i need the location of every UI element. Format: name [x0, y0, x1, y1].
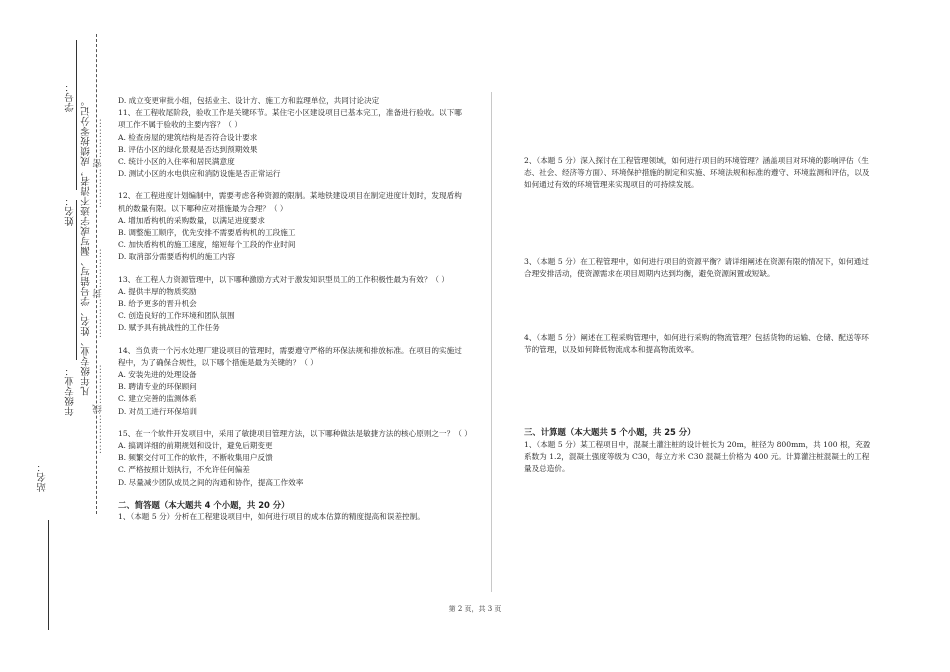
question-11	[118, 107, 468, 180]
question-15	[118, 428, 472, 489]
id-label: 学号：	[65, 82, 76, 112]
name-label: 姓名：	[65, 196, 76, 226]
option-a: A. 增加盾构机的采购数量，以满足进度要求	[118, 215, 265, 225]
short-answer-q2: 2、（本题 5 分）深入探讨在工程管理领域，如何进行项目的环境管理？涵盖项目对环境的影响评估（生态、社会、经济等方面）、环境保护措施的制定和实施、环境法规和标准的遵守、环境监测和评估，以及如何通过有效的环境管理来实现项目的可持续发展。	[524, 156, 870, 190]
option-c: C. 创造良好的工作环境和团队氛围	[118, 311, 235, 321]
option-a: A. 提供丰厚的物质奖励	[118, 286, 197, 296]
option-b: B. 给予更多的晋升机会	[118, 299, 197, 309]
option-c: C. 统计小区的入住率和居民满意度	[118, 157, 235, 167]
calculation-q1: 1、（本题 5 分）某工程项目中，混凝土灌注桩的设计桩长为 20m，桩径为 800mm，共 100 根，充盈系数为 1.2，混凝土强度等级为 C30，每立方米 C30 混凝土价格为 400 元。计算灌注桩混凝土的工程量及总造价。	[524, 439, 871, 474]
option-a: A. 检查房屋的建筑结构是否符合设计要求	[118, 132, 258, 142]
right-column	[524, 155, 874, 475]
column-divider	[491, 92, 492, 592]
option-b: B. 聘请专业的环保顾问	[118, 382, 197, 392]
option-d: D. 赋予具有挑战性的工作任务	[118, 323, 220, 333]
option-b: B. 评估小区的绿化景观是否达到预期效果	[118, 144, 258, 154]
option-c: C. 加快盾构机的施工速度，缩短每个工段的作业时间	[118, 240, 296, 250]
question-stem: 14、当负责一个污水处理厂建设项目的管理时，需要遵守严格的环保法规和排放标准。在项目的实施过程中，为了确保合规性，以下哪个措施是最为关键的？（ ）	[118, 345, 462, 367]
seal-line-marker-b: …………封…………	[93, 248, 104, 338]
seal-line-marker-a: …………密…………	[93, 118, 104, 208]
option-a: A. 搞调详细的前期规划和设计，避免后期变更	[118, 441, 273, 451]
short-answer-q4: 4、（本题 5 分）阐述在工程采购管理中，如何进行采购的物流管理？包括货物的运输、仓储、配送等环节的管理，以及如何降低物流成本和提高物流效率。	[524, 333, 869, 355]
section-2-title: 二、简答题（本大题共 4 个小题，共 20 分）	[118, 499, 290, 510]
binding-margin	[0, 0, 110, 672]
question-13	[118, 274, 468, 335]
question-stem: 13、在工程人力资源管理中，以下哪种激励方式对于激发知识型员工的工作积极性最为有效？（ ）	[118, 274, 450, 284]
option-c: C. 严格按照计划执行，不允许任何偏差	[118, 465, 250, 475]
left-column	[118, 95, 472, 523]
question-12	[118, 190, 468, 263]
id-underline	[76, 40, 77, 190]
grade-label: 年级专业：	[65, 366, 76, 416]
option-d: D. 尽量减少团队成员之间的沟通和协作，提高工作效率	[118, 477, 304, 487]
question-stem: 12、在工程进度计划编制中，需要考虑各种资源的限制。某地铁建设项目在制定进度计划时，发现盾构机的数量有限。以下哪种应对措施最为合理？（ ）	[118, 191, 462, 213]
question-stem: 11、在工程收尾阶段，验收工作是关键环节。某住宅小区建设项目已基本完工，准备进行验收。以下哪项工作不属于验收的主要内容？（ ）	[118, 108, 462, 130]
section-3-title: 三、计算题（本大题共 5 个小题，共 25 分）	[524, 427, 696, 438]
option-d: D. 取消部分需要盾构机的施工内容	[118, 252, 235, 262]
seal-line-marker-c: …………线…………	[93, 364, 104, 454]
school-label: 站名：	[37, 462, 48, 492]
short-answer-q3: 3、（本题 5 分）在工程管理中，如何进行项目的资源平衡？请详细阐述在资源有限的情况下，如何通过合理安排活动，使资源需求在项目周期内达到均衡，避免资源闲置或短缺。	[524, 256, 869, 278]
option-d: D. 对员工进行环保培训	[118, 406, 197, 416]
option-d: D. 测试小区的水电供应和消防设施是否正常运行	[118, 169, 281, 179]
option-b: B. 频繁交付可工作的软件，不断收集用户反馈	[118, 453, 273, 463]
short-answer-q1: 1、（本题 5 分）分析在工程建设项目中，如何进行项目的成本估算的精度提高和误差控制。	[118, 512, 425, 522]
question-14	[118, 345, 468, 418]
option-b: B. 调整施工顺序，优先安排不需要盾构机的工段施工	[118, 228, 296, 238]
option-c: C. 建立完善的监测体系	[118, 394, 197, 404]
page-number: 第 2 页，共 3 页	[448, 605, 502, 613]
binding-warning: 凡年级专业、姓名、学号错写、漏写或字迹不清者，成绩按零分记。	[81, 96, 92, 396]
question-stem: 15、在一个软件开发项目中，采用了敏捷项目管理方法，以下哪种做法是敏捷方法的核心原则之一？（ ）	[118, 428, 472, 438]
prev-question-option-d: D. 成立变更审批小组，包括业主、设计方、施工方和监理单位，共同讨论决定	[118, 96, 380, 105]
option-a: A. 安装先进的处理设备	[118, 370, 197, 380]
